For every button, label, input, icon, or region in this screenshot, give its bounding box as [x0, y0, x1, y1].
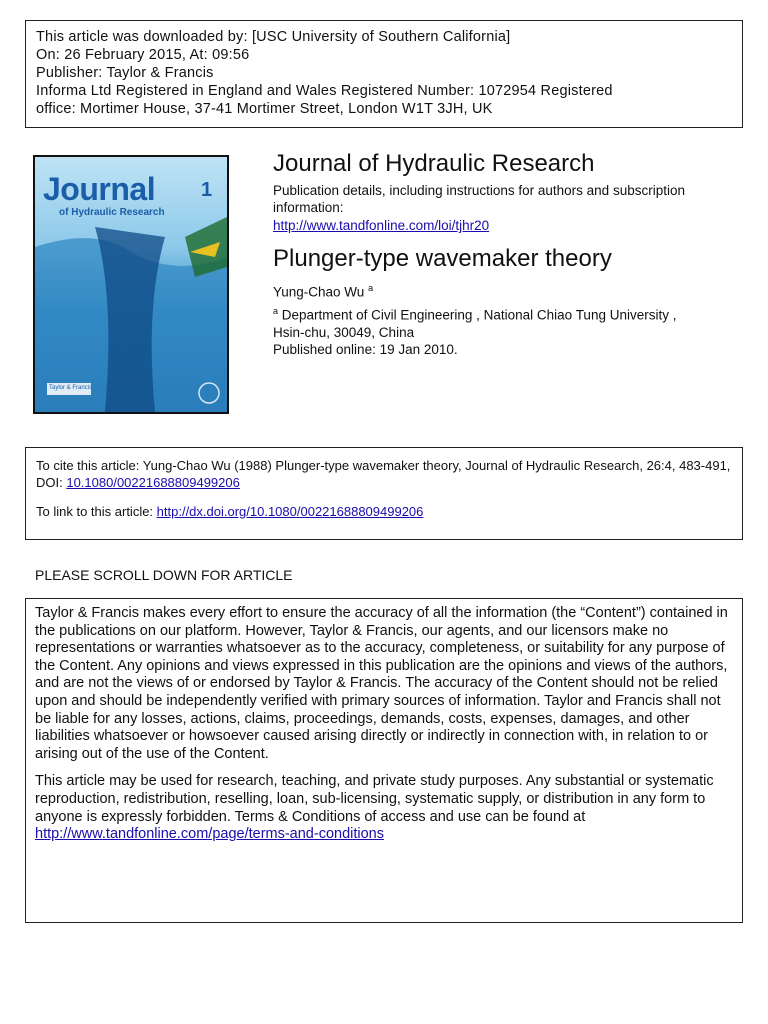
journal-title: Journal of Hydraulic Research	[273, 150, 595, 177]
affiliation-text: Department of Civil Engineering , National Chiao Tung University , Hsin-chu, 30049, China	[273, 307, 677, 340]
citation-text	[36, 457, 732, 491]
author-affiliation-marker: a	[368, 283, 374, 293]
download-line: Publisher: Taylor & Francis	[36, 65, 214, 81]
journal-cover-image	[33, 155, 229, 414]
download-line: This article was downloaded by: [USC University of Southern California]	[36, 29, 511, 45]
disclaimer-box	[25, 598, 743, 923]
author-name: Yung-Chao Wu	[273, 284, 365, 300]
author	[273, 283, 373, 300]
affiliation-block	[273, 303, 693, 358]
publication-details: Publication details, including instructions for authors and subscription information:	[273, 183, 685, 215]
terms-text: This article may be used for research, teaching, and private study purposes. Any substantial or systematic reproduction, redistribution, reselling, loan, sub-licensing, systematic supply, or distribution in any form to anyone is expressly forbidden. Terms & Conditions of access and use can be found at	[35, 773, 714, 825]
download-line: On: 26 February 2015, At: 09:56	[36, 47, 250, 63]
citation-box	[25, 447, 743, 540]
terms-link[interactable]: http://www.tandfonline.com/page/terms-and-conditions	[35, 826, 384, 843]
doi-link[interactable]: 10.1080/00221688809499206	[66, 475, 240, 490]
disclaimer-paragraph: Taylor & Francis makes every effort to ensure the accuracy of all the information (the “Content”) contained in the publications on our platform. However, Taylor & Francis, our agents, and our licensors make no representations or warranties whatsoever as to the accuracy, completeness, or suitability for any purpose of the Content. Any opinions and views expressed in this publication are the opinions and views of the authors, and are not the views of or endorsed by Taylor & Francis. The accuracy of the Content should not be relied upon and should be independently verified with primary sources of information. Taylor and Francis shall not be liable for any losses, actions, claims, proceedings, demands, costs, expenses, damages, and other liabilities whatsoever or howsoever caused arising directly or indirectly in connection with, in relation to or arising out of the use of the Content.	[35, 605, 728, 762]
published-date: Published online: 19 Jan 2010.	[273, 341, 458, 357]
download-line: Informa Ltd Registered in England and Wales Registered Number: 1072954 Registered	[36, 83, 613, 99]
journal-link[interactable]: http://www.tandfonline.com/loi/tjhr20	[273, 218, 490, 233]
cover-subtitle: of Hydraulic Research	[59, 207, 165, 218]
cover-publisher-mark: Taylor & Francis	[49, 385, 93, 391]
affiliation-marker: a	[273, 306, 279, 316]
article-link-row	[36, 503, 732, 520]
download-notice-box	[25, 20, 743, 128]
cover-title-word: Journal	[43, 171, 156, 207]
terms-paragraph	[35, 773, 733, 843]
download-line: office: Mortimer House, 37-41 Mortimer Street, London W1T 3JH, UK	[36, 101, 493, 117]
article-link-label: To link to this article:	[36, 504, 157, 519]
article-link[interactable]: http://dx.doi.org/10.1080/00221688809499206	[156, 504, 424, 519]
scroll-down-note: PLEASE SCROLL DOWN FOR ARTICLE	[35, 567, 293, 583]
citation-body: To cite this article: Yung-Chao Wu (1988) Plunger-type wavemaker theory, Journal of Hydraulic Research, 26:4, 483-491, DOI:	[36, 458, 731, 490]
cover-issue-number: 1	[201, 179, 213, 201]
article-title: Plunger-type wavemaker theory	[273, 245, 612, 272]
